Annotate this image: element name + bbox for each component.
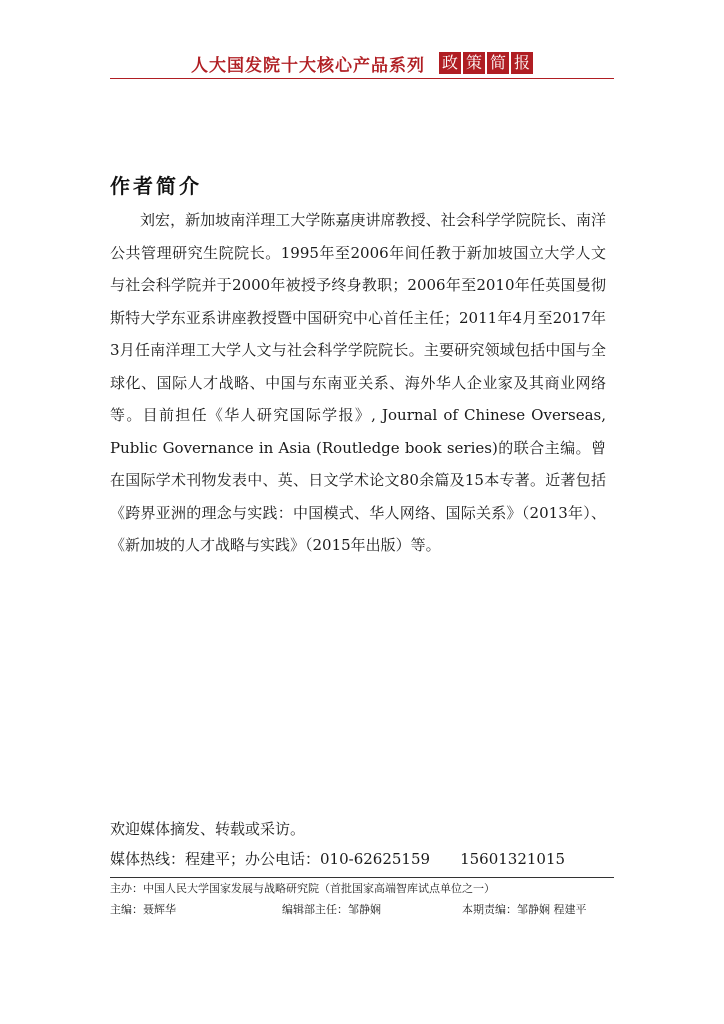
sponsor-line: 主办：中国人民大学国家发展与战略研究院（首批国家高端智库试点单位之一） <box>110 882 495 895</box>
brand-char: 简 <box>487 52 509 74</box>
brand-char: 政 <box>439 52 461 74</box>
media-hotline <box>110 848 614 869</box>
chief-editor: 主编：聂辉华 <box>110 903 176 916</box>
brand-char: 策 <box>463 52 485 74</box>
series-title: 人大国发院十大核心产品系列 <box>191 55 425 76</box>
brand-logo <box>439 52 533 74</box>
footer-divider <box>110 877 614 878</box>
author-bio: 刘宏，新加坡南洋理工大学陈嘉庚讲席教授、社会科学学院院长、南洋公共管理研究生院院长。1995年至2006年间任教于新加坡国立大学人文与社会科学院并于2000年被授予终身教职；2006年至2010年任英国曼彻斯特大学东亚系讲座教授暨中国研究中心首任主任；2011年4月至2017年3月任南洋理工大学人文与社会科学学院院长。主要研究领域包括中国与全球化、国际人才战略、中国与东南亚关系、海外华人企业家及其商业网络等。目前担任《华人研究国际学报》, Journal of Chinese Overseas, Public Governance in Asia (Routledge book series)的联合主编。曾在国际学术刊物发表中、英、日文学术论文80余篇及15本专著。近著包括《跨界亚洲的理念与实践：中国模式、华人网络、国际关系》（2013年）、《新加坡的人才战略与实践》（2015年出版）等。 <box>110 211 606 554</box>
hotline-mobile: 15601321015 <box>460 850 566 868</box>
media-welcome: 欢迎媒体摘发、转载或采访。 <box>110 820 306 838</box>
issue-editor: 本期责编：邹静娴 程建平 <box>462 903 587 916</box>
brand-char: 报 <box>511 52 533 74</box>
author-heading: 作者简介 <box>110 174 202 198</box>
hotline-label: 媒体热线：程建平；办公电话：010-62625159 <box>110 850 431 868</box>
header-divider <box>110 78 614 79</box>
dept-head: 编辑部主任：邹静娴 <box>282 903 381 916</box>
page-header <box>110 48 614 78</box>
